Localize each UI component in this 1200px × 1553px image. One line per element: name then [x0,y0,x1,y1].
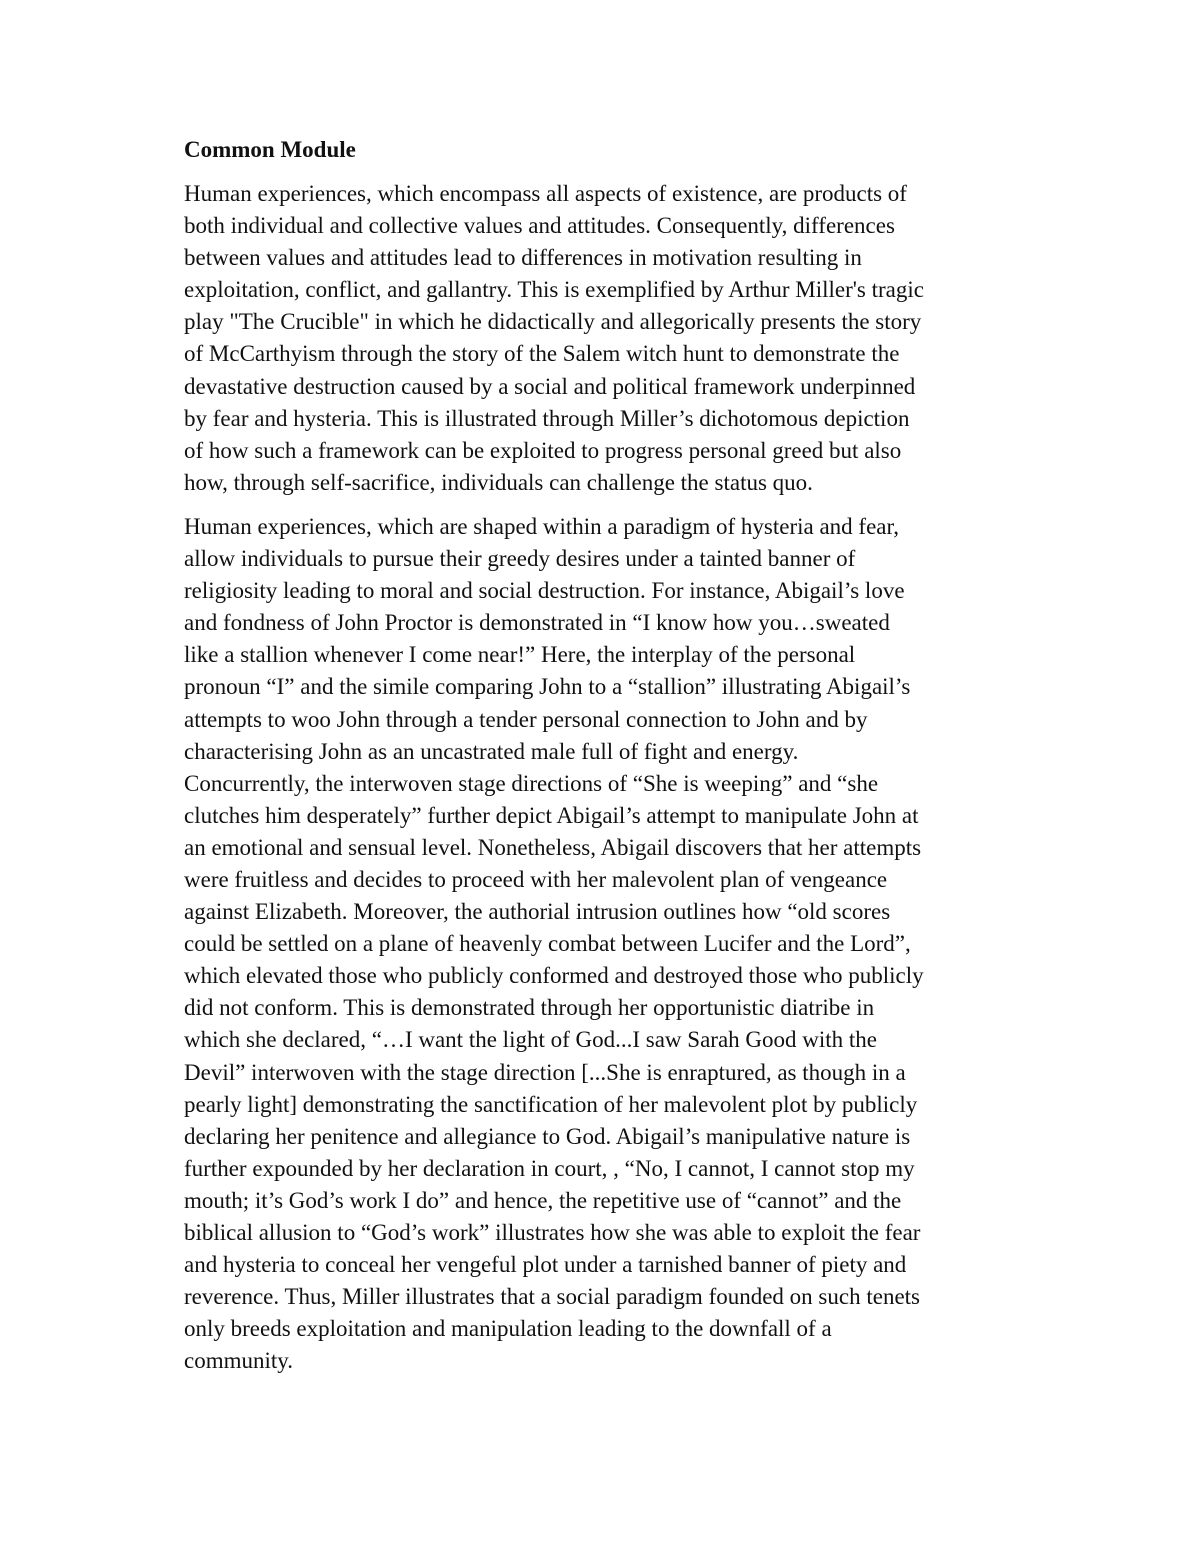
body-paragraph [184,511,1024,1378]
text-line: and fondness of John Proctor is demonstrated in “I know how you…sweated [184,610,890,636]
text-line: only breeds exploitation and manipulation leading to the downfall of a [184,1316,832,1342]
text-line: biblical allusion to “God’s work” illustrates how she was able to exploit the fear [184,1220,921,1245]
paragraph-list [184,178,1024,1377]
document-body [184,134,1024,1389]
text-line: pronoun “I” and the simile comparing John to a “stallion” illustrating Abigail’s [184,674,911,700]
text-line: between values and attitudes lead to differences in motivation resulting in [184,245,862,271]
text-line: exploitation, conflict, and gallantry. This is exemplified by Arthur Miller's tragic [184,277,924,303]
text-line: clutches him desperately” further depict Abigail’s attempt to manipulate John at [184,802,919,828]
text-line: further expounded by her declaration in court, , “No, I cannot, I cannot stop my [184,1155,915,1181]
text-line: devastative destruction caused by a social and political framework underpinned [184,373,916,399]
text-line: Devil” interwoven with the stage direction [...She is enraptured, as though in a [184,1059,906,1085]
text-line: of how such a framework can be exploited to progress personal greed but also [184,437,902,463]
text-line: pearly light] demonstrating the sanctification of her malevolent plot by publicly [184,1091,918,1117]
text-line: religiosity leading to moral and social destruction. For instance, Abigail’s love [184,578,905,604]
text-line: against Elizabeth. Moreover, the authorial intrusion outlines how “old scores [184,899,891,925]
text-line: by fear and hysteria. This is illustrated through Miller’s dichotomous depiction [184,405,910,431]
text-line: characterising John as an uncastrated male full of fight and energy. [184,738,799,764]
text-line: and hysteria to conceal her vengeful plot under a tarnished banner of piety and [184,1252,907,1278]
text-line: Concurrently, the interwoven stage directions of “She is weeping” and “she [184,770,879,796]
text-line: attempts to woo John through a tender personal connection to John and by [184,706,868,732]
text-line: reverence. Thus, Miller illustrates that a social paradigm founded on such tenets [184,1284,920,1310]
text-line: allow individuals to pursue their greedy desires under a tainted banner of [184,546,856,572]
text-line: were fruitless and decides to proceed with her malevolent plan of vengeance [184,866,888,892]
text-line: of McCarthyism through the story of the Salem witch hunt to demonstrate the [184,341,900,367]
text-line: mouth; it’s God’s work I do” and hence, the repetitive use of “cannot” and the [184,1187,902,1213]
text-line: did not conform. This is demonstrated through her opportunistic diatribe in [184,995,875,1021]
text-line: Human experiences, which encompass all aspects of existence, are products of [184,181,907,206]
document-heading: Common Module [184,137,356,162]
body-paragraph [184,178,1024,499]
text-line: could be settled on a plane of heavenly combat between Lucifer and the Lord”, [184,931,911,957]
text-line: declaring her penitence and allegiance to God. Abigail’s manipulative nature is [184,1123,911,1149]
text-line: both individual and collective values and attitudes. Consequently, differences [184,213,895,239]
text-line: which elevated those who publicly conformed and destroyed those who publicly [184,963,924,989]
text-line: Human experiences, which are shaped within a paradigm of hysteria and fear, [184,513,899,539]
text-line: play "The Crucible" in which he didactically and allegorically presents the story [184,309,922,335]
text-line: how, through self-sacrifice, individuals can challenge the status quo. [184,469,813,495]
text-line: which she declared, “…I want the light of God...I saw Sarah Good with the [184,1027,878,1053]
text-line: community. [184,1348,294,1374]
text-line: like a stallion whenever I come near!” Here, the interplay of the personal [184,642,856,668]
text-line: an emotional and sensual level. Nonetheless, Abigail discovers that her attempts [184,834,922,860]
